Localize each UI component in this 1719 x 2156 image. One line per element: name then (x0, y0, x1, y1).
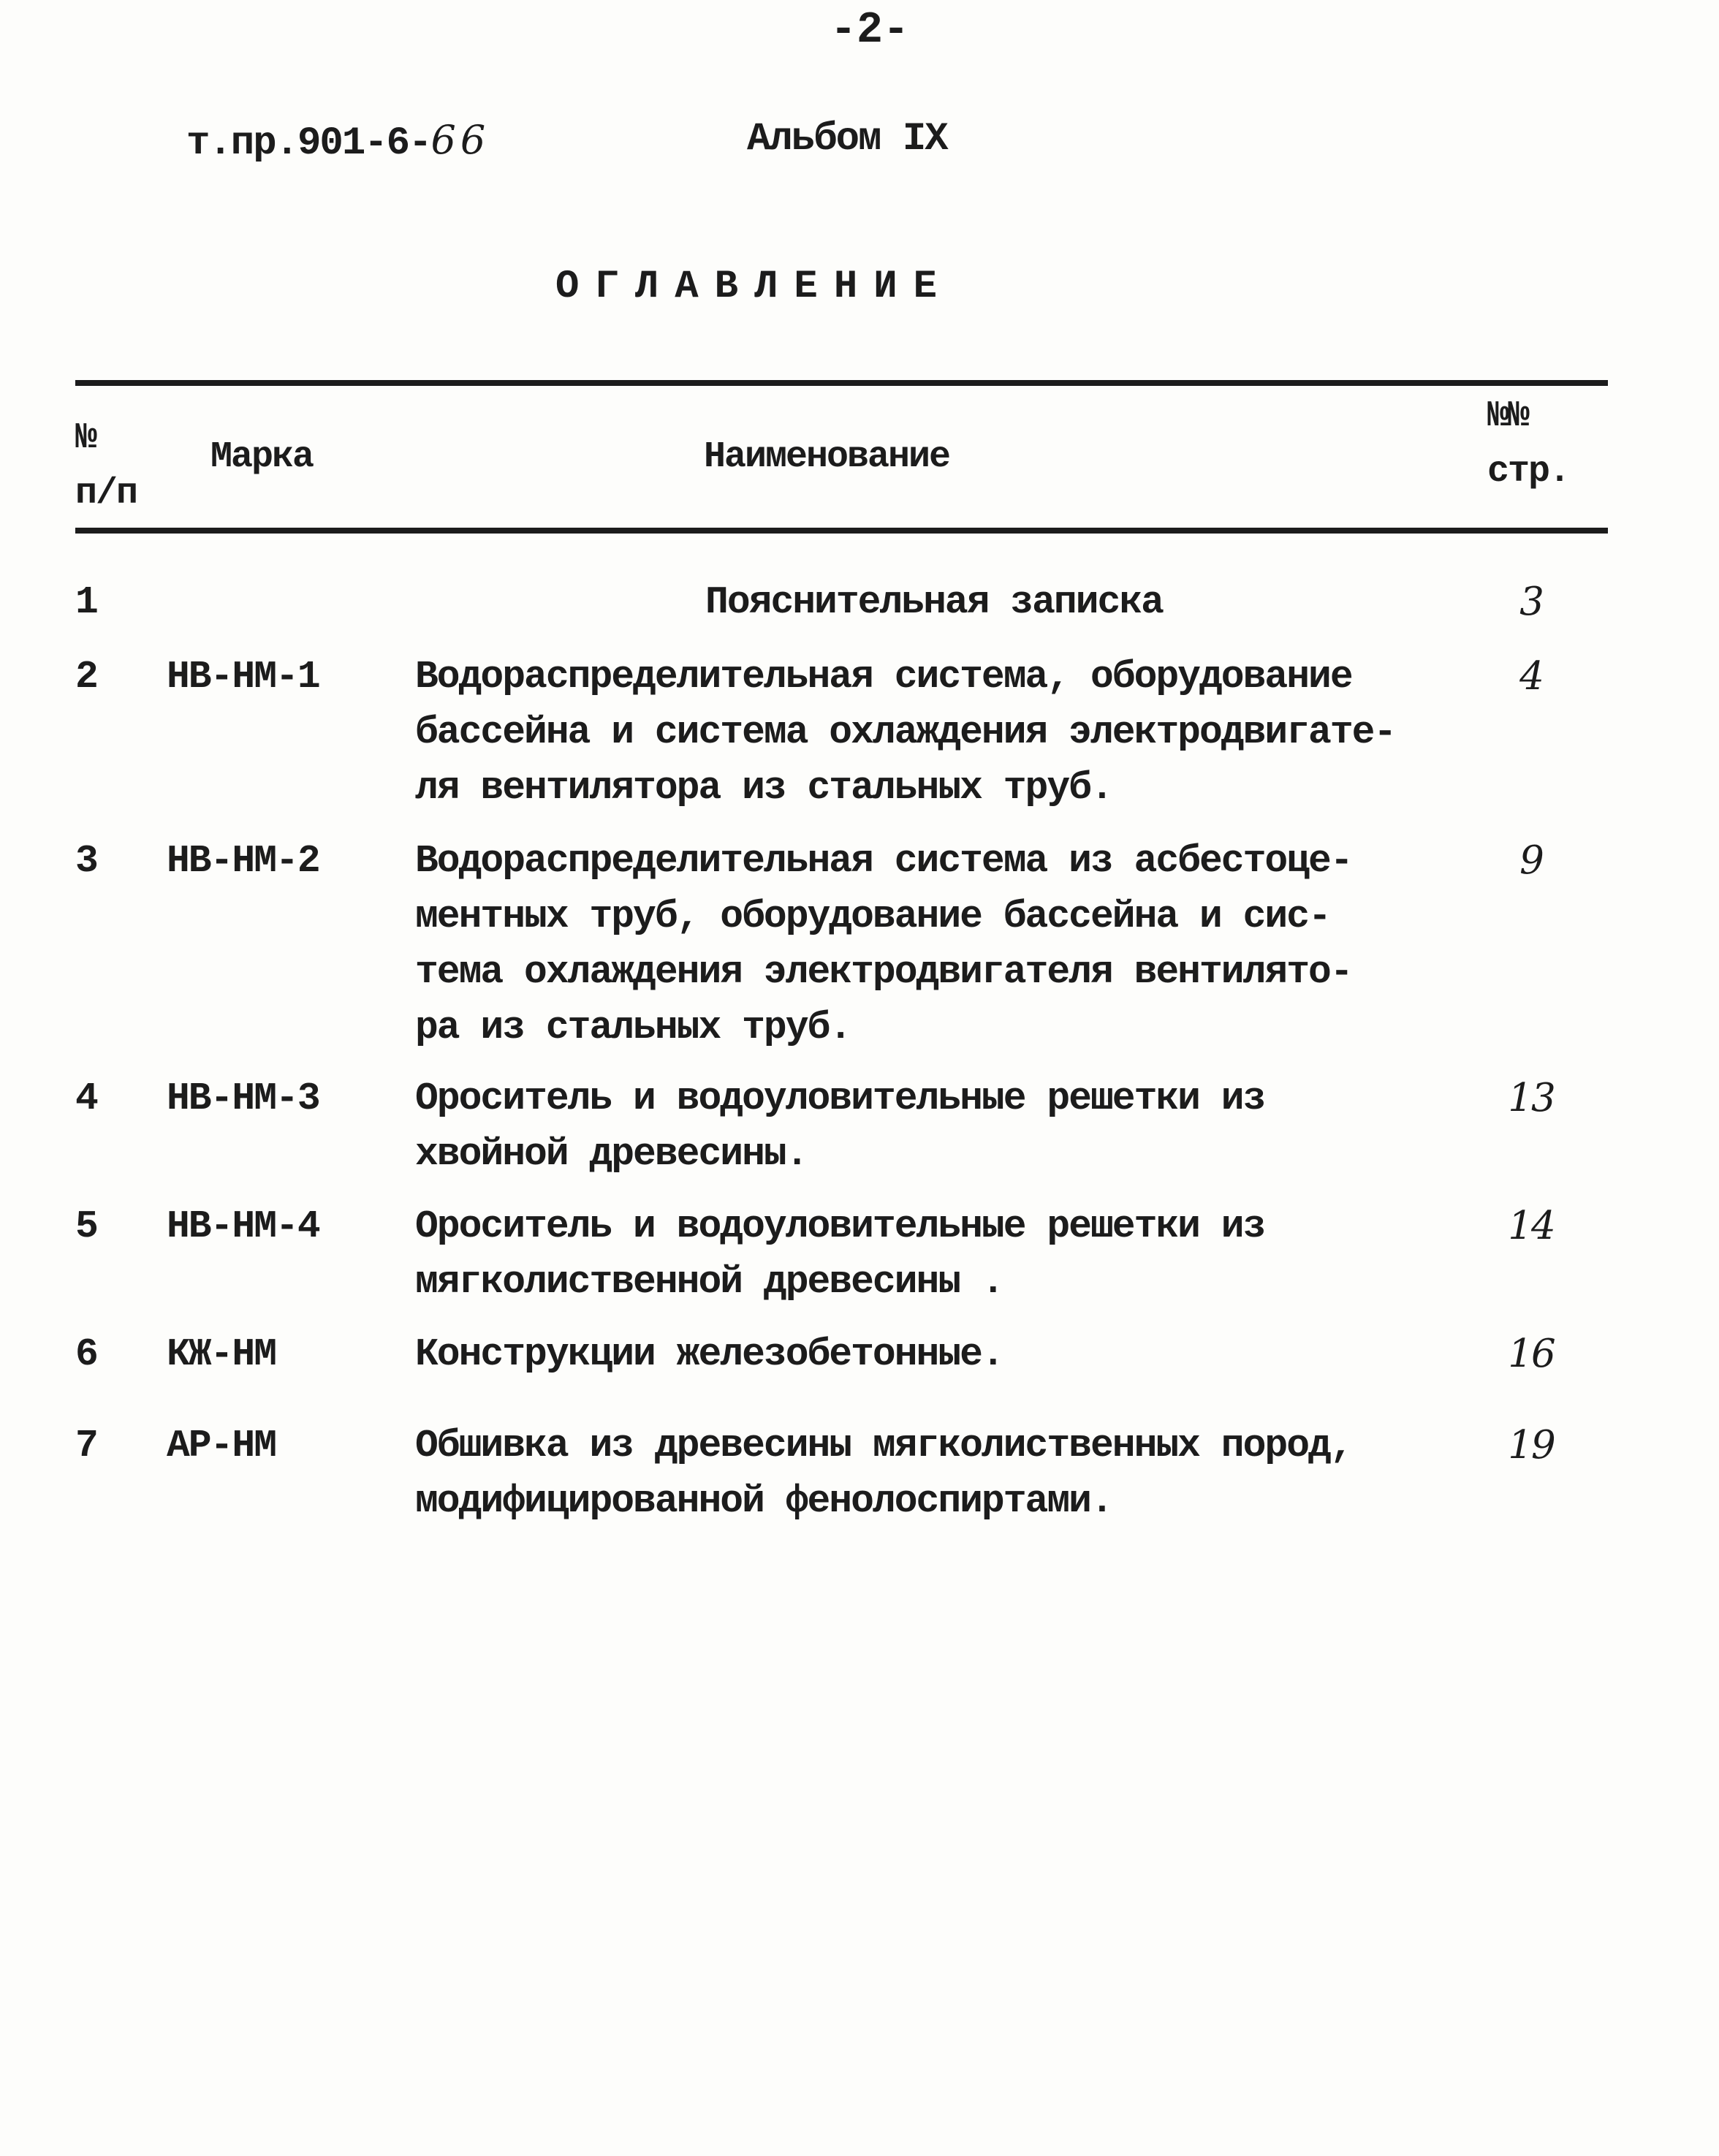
row-mark: НВ-НМ-3 (167, 1077, 319, 1120)
row-page: 9 (1519, 838, 1543, 883)
header-mark: Марка (210, 436, 314, 478)
header-name: Наименование (704, 436, 950, 478)
row-name: Водораспределительная система из асбестоце- ментных труб, оборудование бассейна и сис- тема охлаждения электродвигателя вентилято- ра из стальных труб. (415, 839, 1352, 1049)
table-top-rule (75, 380, 1608, 386)
row-number: 7 (75, 1424, 97, 1468)
document-code-prefix: т.пр.901-6- (186, 121, 431, 166)
row-number: 4 (75, 1077, 97, 1120)
row-mark: НВ-НМ-2 (167, 839, 319, 883)
row-mark: НВ-НМ-1 (167, 655, 319, 699)
row-name: Водораспределительная система, оборудование бассейна и система охлаждения электродвигате- ля вентилятора из стальных труб. (415, 655, 1396, 810)
document-code-handwritten: 66 (430, 117, 490, 163)
row-mark: КЖ-НМ (167, 1332, 276, 1376)
row-name: Конструкции железобетонные. (415, 1332, 1003, 1376)
row-number: 6 (75, 1332, 97, 1376)
row-name: Ороситель и водоуловительные решетки из хвойной древесины. (415, 1077, 1265, 1176)
table-header-rule (75, 528, 1608, 534)
row-number: 1 (75, 580, 97, 624)
row-page: 19 (1508, 1423, 1555, 1468)
row-number: 5 (75, 1204, 97, 1248)
row-number: 2 (75, 655, 97, 699)
album-label: Альбом IX (747, 117, 947, 162)
header-number: № п/п (75, 417, 137, 515)
row-mark: АР-НМ (167, 1424, 276, 1468)
toc-title: ОГЛАВЛЕНИЕ (555, 265, 954, 309)
row-number: 3 (75, 839, 97, 883)
row-mark: НВ-НМ-4 (167, 1204, 319, 1248)
row-page: 13 (1508, 1076, 1555, 1120)
row-page: 4 (1519, 654, 1543, 699)
row-name: Ороситель и водоуловительные решетки из мягколиственной древесины . (415, 1204, 1265, 1304)
row-page: 3 (1519, 580, 1543, 624)
row-page: 14 (1508, 1204, 1555, 1248)
row-name: Пояснительная записка (705, 580, 1163, 624)
header-page: №№ стр. (1487, 395, 1570, 493)
document-code (186, 117, 490, 166)
row-page: 16 (1508, 1332, 1555, 1376)
page-number: -2- (830, 6, 910, 56)
row-name: Обшивка из древесины мягколиственных пород, модифицированной фенолоспиртами. (415, 1424, 1352, 1523)
